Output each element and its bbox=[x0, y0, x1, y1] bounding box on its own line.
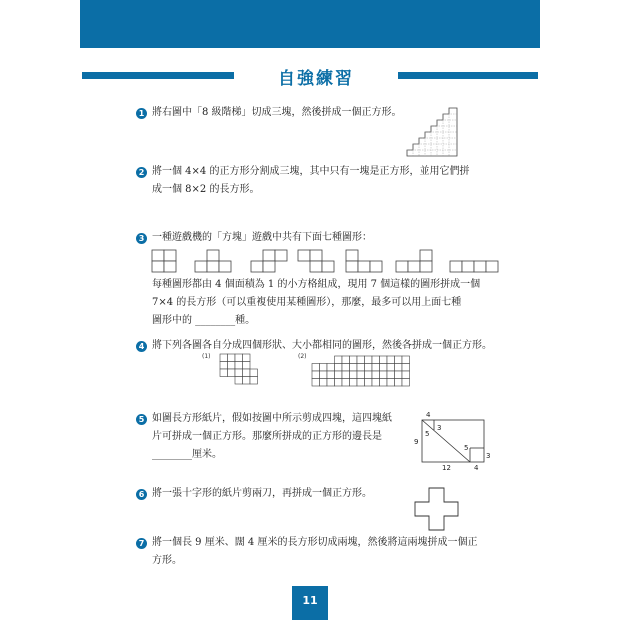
grid-cell bbox=[342, 364, 350, 372]
grid-cell bbox=[365, 364, 373, 372]
grid-cell bbox=[312, 371, 320, 379]
grid-cell bbox=[235, 377, 243, 385]
grid-cell bbox=[220, 354, 228, 362]
grid-cell bbox=[342, 379, 350, 387]
grid-cell bbox=[395, 364, 403, 372]
grid-cell bbox=[350, 371, 358, 379]
exercise-6-line: 將一張十字形的紙片剪兩刀，再拼成一個正方形。 bbox=[152, 488, 372, 499]
cross-figure bbox=[412, 486, 462, 534]
exercise-1-text bbox=[152, 104, 402, 122]
exercise-6-number: 6 bbox=[136, 489, 147, 500]
grid-cell bbox=[235, 354, 243, 362]
grid-cell bbox=[402, 379, 410, 387]
grid-cell bbox=[357, 356, 365, 364]
exercise-5-line: 片可拼成一個正方形。那麼所拼成的正方形的邊長是 bbox=[152, 431, 382, 442]
exercise-3-line: 每種圖形都由 4 個面積為 1 的小方格組成，現用 7 個這樣的圖形拼成一個 bbox=[152, 279, 481, 290]
exercise-3-line: 圖形中的 ________種。 bbox=[152, 315, 256, 326]
grid-cell bbox=[350, 379, 358, 387]
dim-label: 4 bbox=[474, 464, 479, 472]
grid-cell bbox=[402, 371, 410, 379]
grid-cell bbox=[365, 379, 373, 387]
title-rule-left bbox=[82, 72, 234, 79]
grid-cell bbox=[335, 379, 343, 387]
exercise-1-number: 1 bbox=[136, 108, 147, 119]
grid-cell bbox=[387, 356, 395, 364]
grid-cell bbox=[380, 371, 388, 379]
grid-cell bbox=[357, 371, 365, 379]
exercise-5-text bbox=[152, 410, 392, 464]
grid-cell bbox=[350, 356, 358, 364]
exercise-2-line: 將一個 4×4 的正方形分割成三塊，其中只有一塊是正方形，並用它們拼 bbox=[152, 166, 470, 177]
grid-cell bbox=[342, 371, 350, 379]
dim-label: 5 bbox=[464, 444, 469, 452]
grid-cell bbox=[387, 364, 395, 372]
grid-cell bbox=[402, 364, 410, 372]
grid-cell bbox=[395, 356, 403, 364]
tetromino-s bbox=[251, 250, 287, 272]
dim-label: 12 bbox=[442, 464, 451, 472]
grid-cell bbox=[387, 379, 395, 387]
grid-cell bbox=[357, 379, 365, 387]
exercise-7-line: 方形。 bbox=[152, 555, 182, 566]
grid-cell bbox=[372, 379, 380, 387]
tetromino-o bbox=[152, 250, 176, 272]
grid-cell bbox=[387, 371, 395, 379]
exercise-4-line: 將下列各圖各自分成四個形狀、大小都相同的圖形，然後各拼成一個正方形。 bbox=[152, 340, 492, 351]
grid-cell bbox=[312, 364, 320, 372]
grid-cell bbox=[243, 369, 251, 377]
grid-cell bbox=[372, 356, 380, 364]
grid-cell bbox=[395, 371, 403, 379]
exercise-2-line: 成一個 8×2 的長方形。 bbox=[152, 184, 260, 195]
grid-cell bbox=[335, 371, 343, 379]
exercise-3-line: 7×4 的長方形（可以重複使用某種圖形），那麼，最多可以用上面七種 bbox=[152, 297, 462, 308]
dim-label: 9 bbox=[414, 438, 419, 446]
exercise-1-line: 將右圖中「8 級階梯」切成三塊，然後拼成一個正方形。 bbox=[152, 107, 402, 118]
header-band bbox=[80, 0, 540, 48]
grid-cell bbox=[243, 362, 251, 370]
grid-cell bbox=[235, 369, 243, 377]
grid-cell bbox=[342, 356, 350, 364]
exercise-5-line: 如圖長方形紙片，假如按圖中所示剪成四塊，這四塊紙 bbox=[152, 413, 392, 424]
grid-figure-1 bbox=[220, 354, 258, 384]
grid-cell bbox=[335, 364, 343, 372]
grid-cell bbox=[220, 369, 228, 377]
grid-cell bbox=[395, 379, 403, 387]
exercise-5-line: ________厘米。 bbox=[152, 449, 222, 460]
exercise-6-text bbox=[152, 485, 372, 503]
tetromino-i bbox=[450, 261, 498, 272]
exercise-5-number: 5 bbox=[136, 414, 147, 425]
grid-cell bbox=[220, 362, 228, 370]
tetromino-l bbox=[396, 250, 432, 272]
figure-label-1: (1) bbox=[202, 353, 211, 360]
exercise-4-number: 4 bbox=[136, 341, 147, 352]
exercise-7-line: 將一個長 9 厘米、闊 4 厘米的長方形切成兩塊，然後將這兩塊拼成一個正 bbox=[152, 537, 478, 548]
grid-cell bbox=[228, 354, 236, 362]
grid-cell bbox=[335, 356, 343, 364]
grid-cell bbox=[372, 364, 380, 372]
tetromino-row bbox=[150, 248, 506, 276]
grid-cell bbox=[380, 356, 388, 364]
exercise-3-line: 一種遊戲機的「方塊」遊戲中共有下面七種圖形： bbox=[152, 232, 372, 243]
grid-cell bbox=[350, 364, 358, 372]
exercise-3-number: 3 bbox=[136, 233, 147, 244]
page-title: 自強練習 bbox=[278, 69, 354, 89]
page-number: 11 bbox=[292, 586, 328, 620]
grid-cell bbox=[402, 356, 410, 364]
grid-cell bbox=[243, 377, 251, 385]
grid-cell bbox=[357, 364, 365, 372]
grid-cell bbox=[380, 379, 388, 387]
grid-cell bbox=[327, 364, 335, 372]
grid-cell bbox=[320, 379, 328, 387]
exercise-3-text bbox=[152, 229, 372, 247]
grid-cell bbox=[228, 362, 236, 370]
title-rule-right bbox=[398, 72, 538, 79]
grid-cell bbox=[250, 369, 258, 377]
dim-label: 4 bbox=[426, 411, 431, 419]
tetromino-j bbox=[346, 250, 382, 272]
exercise-2-text bbox=[152, 163, 469, 199]
staircase-figure bbox=[404, 104, 464, 160]
exercise-2-number: 2 bbox=[136, 167, 147, 178]
grid-cell bbox=[320, 371, 328, 379]
dim-label: 3 bbox=[486, 452, 491, 460]
tetromino-t bbox=[195, 250, 231, 272]
grid-cell bbox=[380, 364, 388, 372]
exercise-3-detail bbox=[152, 276, 480, 330]
exercise-7-text bbox=[152, 534, 477, 570]
exercise-7-number: 7 bbox=[136, 538, 147, 549]
grid-cell bbox=[327, 379, 335, 387]
grid-cell bbox=[228, 369, 236, 377]
dim-label: 3 bbox=[437, 424, 442, 432]
grid-cell bbox=[365, 356, 373, 364]
grid-cell bbox=[312, 379, 320, 387]
figure-label-2: (2) bbox=[298, 353, 307, 360]
rectangle-cut-figure bbox=[410, 408, 490, 472]
grid-cell bbox=[327, 371, 335, 379]
grid-cell bbox=[365, 371, 373, 379]
grid-cell bbox=[372, 371, 380, 379]
grid-cell bbox=[235, 362, 243, 370]
tetromino-z bbox=[298, 250, 334, 272]
grid-cell bbox=[243, 354, 251, 362]
grid-cell bbox=[250, 377, 258, 385]
dim-label: 5 bbox=[425, 430, 430, 438]
exercise-4-figures bbox=[200, 350, 420, 390]
grid-cell bbox=[320, 364, 328, 372]
grid-figure-2 bbox=[312, 356, 410, 386]
